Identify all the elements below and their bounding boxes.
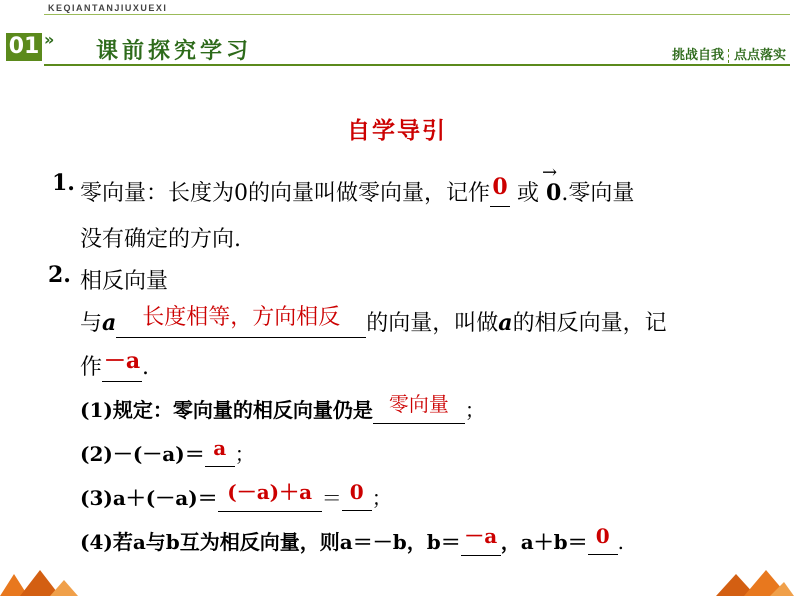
link-practice[interactable]: 点点落实 xyxy=(733,48,786,63)
rule-4-blank-1: －a xyxy=(461,526,501,556)
definition-blank: 长度相等，方向相反 xyxy=(116,306,366,338)
vector-arrow-icon: → xyxy=(542,162,558,183)
item-2-title: 相反向量 xyxy=(80,269,169,294)
item-2-definition: 与a 长度相等，方向相反 的向量，叫做a的相反向量，记 xyxy=(80,305,667,336)
rule-3: (3)a＋(－a)＝ (－a)＋a ＝ 0 ； xyxy=(80,480,392,510)
notation-blank: －a xyxy=(102,350,142,382)
header-links xyxy=(672,44,786,63)
item-1-line: 零向量：长度为0的向量叫做零向量，记作 0 或 → 0.零向量 xyxy=(80,162,635,206)
link-challenge[interactable]: 挑战自我 xyxy=(671,48,724,63)
rule-3-blank-2: 0 xyxy=(342,486,372,511)
guide-title: 自学导引 xyxy=(347,118,447,144)
section-number: 01 xyxy=(6,33,42,61)
zero-vector: → 0 xyxy=(542,162,562,206)
header-top-rule xyxy=(44,14,790,15)
footer-decoration xyxy=(0,566,794,596)
rule-1-blank: 零向量 xyxy=(373,394,465,424)
section-title: 课前探究学习 xyxy=(96,39,253,64)
header-bar xyxy=(0,0,794,72)
rule-2-blank: a xyxy=(205,442,235,467)
header-pinyin: KEQIANTANJIUXUEXI xyxy=(48,3,168,13)
chevron-icon: » xyxy=(44,30,55,49)
link-separator xyxy=(728,49,730,63)
rule-2: (2)－(－a)＝ a ； xyxy=(80,436,255,466)
item-2-number: 2. xyxy=(48,262,71,288)
item-1-line-2: 没有确定的方向. xyxy=(80,227,241,252)
rule-4-blank-2: 0 xyxy=(588,530,618,555)
zero-blank: 0 xyxy=(490,180,510,207)
rule-3-blank-1: (－a)＋a xyxy=(218,482,322,512)
rule-1: (1)规定：零向量的相反向量仍是 零向量 ； xyxy=(80,392,485,422)
item-2-notation: 作－a. xyxy=(80,348,150,380)
item-1-number: 1. xyxy=(52,170,75,196)
header-rule xyxy=(44,64,790,66)
rule-4: (4)若a与b互为相反向量，则a＝－b，b＝ －a ，a＋b＝ 0 . xyxy=(80,524,625,554)
